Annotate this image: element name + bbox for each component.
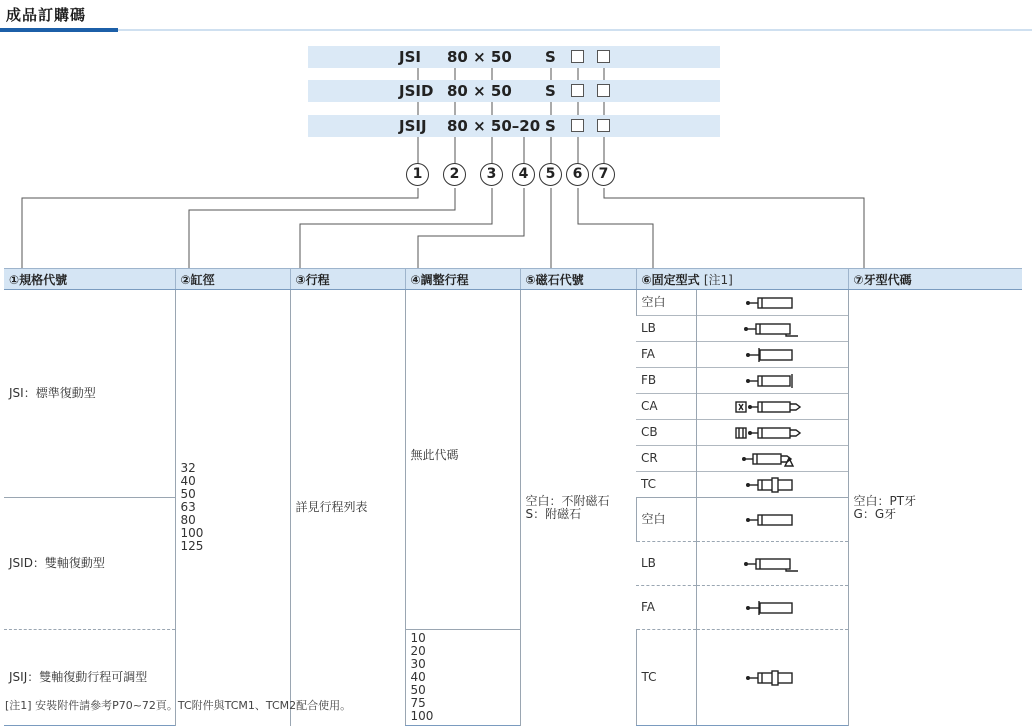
header-magnet: ⑤磁石代號 bbox=[520, 269, 636, 290]
spec-jsi-desc: JSI：標準復動型 bbox=[9, 386, 96, 400]
header-spec-code: ①規格代號 bbox=[4, 269, 175, 290]
mount-code: CA bbox=[636, 394, 696, 420]
position-circle-6: 6 bbox=[566, 163, 589, 186]
cylinder-foot-icon bbox=[696, 542, 848, 586]
mount-placeholder-box bbox=[571, 115, 584, 137]
page-title: 成品訂購碼 bbox=[6, 6, 87, 24]
header-stroke: ③行程 bbox=[290, 269, 405, 290]
table-header-row bbox=[4, 269, 1022, 290]
footnote: [注1] 安裝附件請參考P70~72頁。TC附件與TCM1、TCM2配合使用。 bbox=[5, 699, 352, 712]
position-circle-1: 1 bbox=[406, 163, 429, 186]
header-bore: ②缸徑 bbox=[175, 269, 290, 290]
adjust-none-text: 無此代碼 bbox=[410, 448, 459, 462]
mount-code: FB bbox=[636, 368, 696, 394]
cylinder-basic-icon bbox=[696, 498, 848, 542]
mount-placeholder-box bbox=[571, 46, 584, 68]
cylinder-basic-icon bbox=[696, 290, 848, 316]
cylinder-rear-flange-icon bbox=[696, 368, 848, 394]
code-row-1 bbox=[399, 46, 421, 68]
thread-placeholder-box bbox=[597, 80, 610, 102]
position-circle-2: 2 bbox=[443, 163, 466, 186]
magnet-code: S bbox=[545, 117, 556, 135]
position-circle-3: 3 bbox=[480, 163, 503, 186]
model-code: JSI bbox=[399, 48, 421, 66]
cylinder-front-flange-icon bbox=[696, 586, 848, 630]
bore-list: 32 40 50 63 80 100 125 bbox=[180, 461, 204, 554]
mount-code: 空白 bbox=[636, 498, 696, 542]
size-stroke-adjust-code: 80 × 50–20 bbox=[447, 117, 541, 135]
adjust-values-cell bbox=[405, 630, 520, 726]
position-circle-5: 5 bbox=[539, 163, 562, 186]
spec-jsi-cell bbox=[4, 290, 175, 498]
cylinder-trunnion-icon bbox=[696, 472, 848, 498]
cylinder-trunnion-icon bbox=[696, 630, 848, 726]
header-mount-type: ⑥固定型式 [注1] bbox=[636, 269, 848, 290]
thread-cell bbox=[848, 290, 1022, 726]
mount-placeholder-box bbox=[571, 80, 584, 102]
magnet-code: S bbox=[545, 82, 556, 100]
mount-code: 空白 bbox=[636, 290, 696, 316]
footnote-ref: [注1] bbox=[703, 272, 733, 287]
code-row-3 bbox=[399, 115, 427, 137]
position-circle-4: 4 bbox=[512, 163, 535, 186]
cylinder-front-flange-icon bbox=[696, 342, 848, 368]
mount-code: CB bbox=[636, 420, 696, 446]
model-code: JSIJ bbox=[399, 117, 427, 135]
mount-code: LB bbox=[636, 542, 696, 586]
position-circle-7: 7 bbox=[592, 163, 615, 186]
magnet-cell bbox=[520, 290, 636, 726]
code-row-2 bbox=[399, 80, 433, 102]
bore-list-cell bbox=[175, 290, 290, 726]
spec-jsid-cell bbox=[4, 498, 175, 630]
mount-code: LB bbox=[636, 316, 696, 342]
size-code: 80 × 50 bbox=[447, 82, 512, 100]
mount-code: TC bbox=[636, 630, 696, 726]
header-thread-code: ⑦牙型代碼 bbox=[848, 269, 1022, 290]
cylinder-clevis-single-icon bbox=[696, 394, 848, 420]
cylinder-clevis-double-icon bbox=[696, 420, 848, 446]
size-code: 80 × 50 bbox=[447, 48, 512, 66]
spec-jsid-desc: JSID：雙軸復動型 bbox=[9, 556, 105, 570]
mount-code: TC bbox=[636, 472, 696, 498]
spec-jsij-desc: JSIJ：雙軸復動行程可調型 bbox=[9, 670, 148, 684]
adjust-values-list: 10 20 30 40 50 75 100 bbox=[410, 631, 434, 723]
stroke-text: 詳見行程列表 bbox=[295, 500, 368, 515]
mount-code: CR bbox=[636, 446, 696, 472]
mount-code: FA bbox=[636, 342, 696, 368]
thread-lines: 空白：PT牙 G：G牙 bbox=[853, 493, 917, 521]
header-adjust-stroke: ④調整行程 bbox=[405, 269, 520, 290]
thread-placeholder-box bbox=[597, 115, 610, 137]
order-code-table bbox=[4, 268, 1022, 726]
mount-code: FA bbox=[636, 586, 696, 630]
magnet-code: S bbox=[545, 48, 556, 66]
model-code: JSID bbox=[399, 82, 434, 100]
cylinder-foot-icon bbox=[696, 316, 848, 342]
magnet-lines: 空白：不附磁石 S：附磁石 bbox=[525, 493, 610, 521]
stroke-cell bbox=[290, 290, 405, 726]
adjust-none-cell bbox=[405, 290, 520, 630]
cylinder-clevis-bracket-icon bbox=[696, 446, 848, 472]
thread-placeholder-box bbox=[597, 46, 610, 68]
table-row bbox=[4, 290, 1022, 316]
